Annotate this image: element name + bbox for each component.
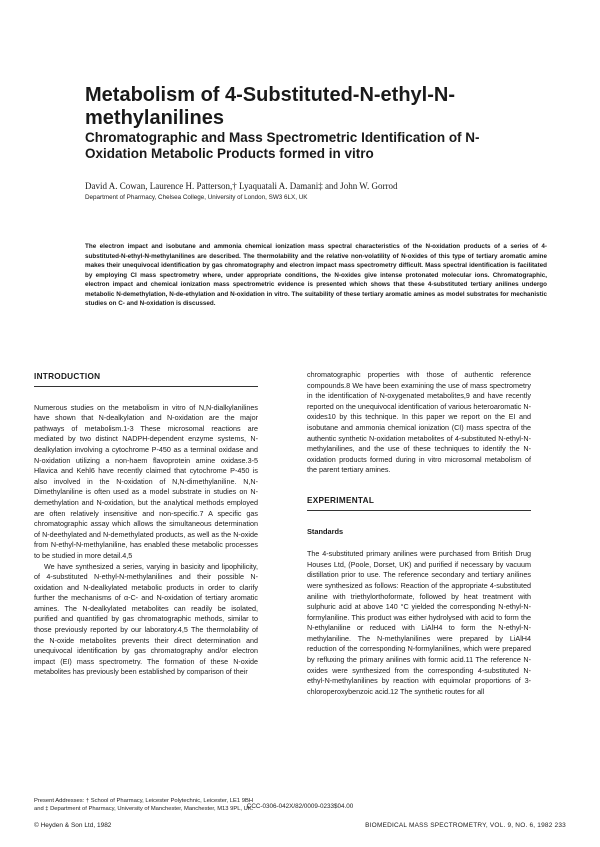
intro-paragraph-continued: chromatographic properties with those of authentic reference compounds.8 We have been examining the use of mass spectrometry in the identification of N-oxygenated metabolites,9 and have recently reported on the unequivocal identification of various heteroaromatic N-oxides10 by this technique. In this paper we report on the EI and isobutane and ammonia chemical ionization (CI) mass spectra of the authentic synthetic N-oxidation metabolites of 4-substituted N-ethyl-N-methylanilines, and the use of these techniques to identify the N-oxidation products formed during in vitro microsomal metabolism of the parent tertiary amines.	[307, 370, 531, 475]
copyright-notice: © Heyden & Son Ltd, 1982	[34, 822, 112, 829]
article-title: Metabolism of 4-Substituted-N-ethyl-N-methylanilines	[85, 84, 455, 129]
article-subtitle: Chromatographic and Mass Spectrometric Identification of N-Oxidation Metabolic Products formed in vitro	[85, 130, 480, 161]
standards-paragraph: The 4-substituted primary anilines were purchased from British Drug Houses Ltd, (Poole, Dorset, UK) and purified if necessary by vacuum distillation prior to use. The reference secondary and tertiary anilines were synthesized as follows: Reaction of the appropriate 4-substituted aniline with triethylorthoformate, followed by heat treatment with sulphuric acid at above 140 °C yielded the corresponding N-ethyl-N-formylaniline. This product was either hydrolysed with acid to form the N-ethylaniline or reduced with LiAlH4 to form the N-ethyl-N-methylaniline. The N-methylanilines were prepared by LiAlH4 reduction of the corresponding N-formylanilines, which were prepared by refluxing the primary anilines with formic acid.11 The reference N-oxides were synthesized from the corresponding 4-substituted N-ethyl-N-methylanilines by reaction with equimolar proportions of 3-chloroperoxybenzoic acid.12 The synthetic routes for all	[307, 549, 531, 696]
left-column	[34, 372, 258, 678]
present-addresses-footnote: Present Addresses: † School of Pharmacy, Leicester Polytechnic, Leicester, LE1 9BH and ‡ Department of Pharmacy, University of Manchester, Manchester, M13 9PL, UK.	[34, 798, 254, 812]
intro-paragraph-2: We have synthesized a series, varying in basicity and lipophilicity, of 4-substituted N-ethyl-N-methylanilines and their possible N-oxidation and N-dealkylated metabolic products in order to clarify further the mechanisms of α-C- and N-oxidation of tertiary aromatic amines. The N-dealkylated metabolites can readily be isolated, purified and quantified by gas chromatographic methods, similar to those previously reported by our laboratory.4,5 The thermolability of the N-oxide metabolites prevents their direct determination and unequivocal identification by gas chromatography and/or electron impact (EI) mass spectrometry. The formation of these N-oxide metabolites has previously been established by comparison of their	[34, 561, 258, 677]
author-list: David A. Cowan, Laurence H. Patterson,† Lyaquatali A. Damani‡ and John W. Gorrod	[85, 181, 398, 191]
introduction-heading: INTRODUCTION	[34, 372, 258, 387]
standards-subheading: Standards	[307, 526, 344, 536]
experimental-heading: EXPERIMENTAL	[307, 496, 531, 511]
journal-reference: BIOMEDICAL MASS SPECTROMETRY, VOL. 9, NO. 6, 1982 233	[365, 822, 566, 829]
article-code: CCC-0306-042X/82/0009-0233$04.00	[246, 803, 354, 810]
author-affiliation: Department of Pharmacy, Chelsea College, University of London, SW3 6LX, UK	[85, 194, 308, 201]
right-column	[307, 370, 531, 697]
intro-paragraph-1: Numerous studies on the metabolism in vitro of N,N-dialkylanilines have shown that N-dealkylation and N-oxidation are the major pathways of metabolism.1-3 These microsomal reactions are mediated by two distinct NADPH-dependent enzyme systems, N-dealkylation involving a cytochrome P-450 as a terminal oxidase and N-oxidation utilizing a non-haem flavoprotein amine oxidase.3-5 Hlavica and Kehl6 have recently claimed that cytochrome P-450 is also involved in the N-oxidation of N,N-dimethylaniline. N,N-Dimethylaniline is often used as a model substrate in studies on N-demethylation and N-oxidation, but the analytical methods employed are often relatively insensitive and non-specific.7 A specific gas chromatographic assay which allows the simultaneous determination of N-deethylated and N-demethylated products, as well as the N-oxide from N-ethyl-N-methylaniline, has enabled these metabolic processes to be studied in more detail.4,5	[34, 402, 258, 560]
abstract: The electron impact and isobutane and ammonia chemical ionization mass spectral characteristics of the N-oxidation products of a series of 4-substituted-N-ethyl-N-methylanilines are described. The thermolability and the relative non-volatility of N-oxides of this type of tertiary aromatic amine makes their unequivocal identification by gas chromatography and electron impact mass spectrometry difficult. Mass spectral identification is facilitated by employing CI mass spectrometry where, under appropriate conditions, the N-oxides give intense protonated molecular ions. Chromatographic, electron impact and chemical ionization mass spectrometric evidence is presented which shows that these 4-substituted tertiary anilines undergo metabolic N-demethylation, N-de-ethylation and N-oxidation in vitro. The suitability of these tertiary aromatic amines as model substrates for mechanistic studies on C- and N-oxidation is discussed.	[85, 243, 547, 307]
